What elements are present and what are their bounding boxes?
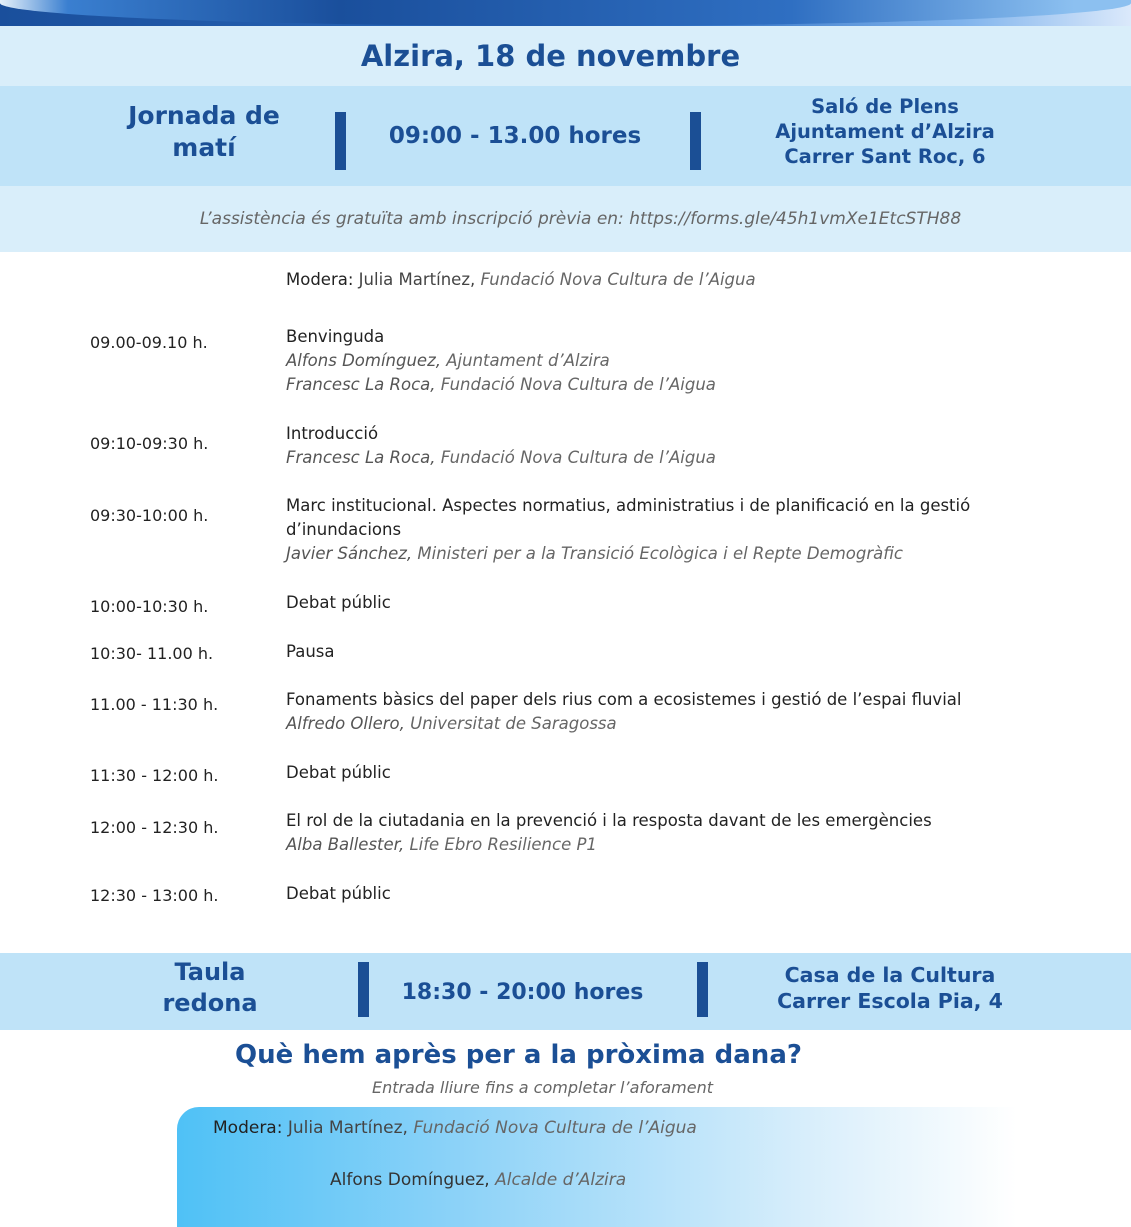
afternoon-time: 18:30 - 20:00 hores — [401, 980, 644, 1005]
registration-text: L’assistència és gratuïta amb inscripció prèvia en: https://forms.gle/45h1vmXe1EtcSTH88 — [199, 209, 962, 229]
agenda-title: Pausa — [286, 642, 335, 661]
agenda-time: 09.00-09.10 h. — [90, 333, 208, 352]
morning-info-band — [0, 86, 1131, 186]
agenda-title: Fonaments bàsics del paper dels rius com a ecosistemes i gestió de l’espai fluvial — [286, 690, 962, 709]
agenda-title: Debat públic — [286, 593, 391, 612]
speaker-org: Ajuntament d’Alzira — [446, 351, 610, 370]
roundtable-entry-note: Entrada lliure fins a completar l’aforament — [371, 1078, 714, 1097]
moderator-org: Fundació Nova Cultura de l’Aigua — [480, 270, 756, 289]
moderator-name: Julia Martínez, — [358, 270, 476, 289]
speaker-name: Francesc La Roca, — [286, 448, 436, 467]
agenda-time: 11:30 - 12:00 h. — [90, 766, 219, 785]
roundtable-header — [0, 1040, 1131, 1097]
roundtable-moderator-label: Modera — [213, 1118, 277, 1138]
agenda-time: 12:00 - 12:30 h. — [90, 818, 219, 837]
panelist-name: Alfons Domínguez, — [330, 1170, 490, 1190]
panelist-org: Alcalde d’Alzira — [495, 1170, 627, 1190]
top-wave-decoration — [0, 0, 1131, 26]
moderator-label: Modera — [286, 270, 348, 289]
agenda-title: Marc institucional. Aspectes normatius, administratius i de planificació en la gestió d’inundacions — [286, 496, 971, 539]
afternoon-info-band — [0, 953, 1131, 1030]
event-date: Alzira, 18 de novembre — [360, 39, 741, 73]
top-decorative-band — [0, 0, 1131, 26]
agenda-time: 10:30- 11.00 h. — [90, 644, 214, 663]
roundtable-title: Què hem après per a la pròxima dana? — [235, 1040, 802, 1070]
morning-session-label: Jornada de matí — [128, 101, 280, 162]
afternoon-session-label: Taula redona — [162, 958, 258, 1017]
speaker-org: Ministeri per a la Transició Ecològica i el Repte Demogràfic — [417, 544, 904, 563]
date-band — [0, 26, 1131, 86]
agenda-title: Benvinguda — [286, 327, 385, 346]
agenda-title: Debat públic — [286, 763, 391, 782]
agenda-time: 09:30-10:00 h. — [90, 506, 209, 525]
registration-band — [0, 186, 1131, 252]
divider-bar — [358, 962, 369, 1017]
roundtable-panel: Modera: Julia Martínez, Fundació Nova Cultura de l’Aigua Alfons Domínguez, Alcalde d’Alzira — [177, 1107, 1017, 1227]
roundtable-moderator-org: Fundació Nova Cultura de l’Aigua — [413, 1118, 697, 1138]
speaker-org: Fundació Nova Cultura de l’Aigua — [440, 375, 716, 394]
agenda-time: 12:30 - 13:00 h. — [90, 886, 219, 905]
roundtable-moderator-name: Julia Martínez, — [287, 1118, 408, 1138]
agenda-title: Introducció — [286, 424, 379, 443]
divider-bar — [690, 112, 701, 170]
morning-venue: Saló de Plens Ajuntament d’Alzira Carrer Sant Roc, 6 — [775, 95, 995, 168]
speaker-name: Alfredo Ollero, — [286, 714, 405, 733]
speaker-name: Alba Ballester, — [286, 835, 405, 854]
agenda-time: 10:00-10:30 h. — [90, 597, 209, 616]
speaker-org: Fundació Nova Cultura de l’Aigua — [440, 448, 716, 467]
speaker-org: Life Ebro Resilience P1 — [409, 835, 597, 854]
afternoon-venue: Casa de la Cultura Carrer Escola Pia, 4 — [777, 963, 1003, 1014]
agenda-time: 09:10-09:30 h. — [90, 434, 209, 453]
divider-bar — [335, 112, 346, 170]
divider-bar — [697, 962, 708, 1017]
agenda-time: 11.00 - 11:30 h. — [90, 695, 219, 714]
agenda-title: Debat públic — [286, 884, 391, 903]
agenda-title: El rol de la ciutadania en la prevenció i la resposta davant de les emergències — [286, 811, 932, 830]
speaker-name: Francesc La Roca, — [286, 375, 436, 394]
speaker-name: Javier Sánchez, — [286, 544, 413, 563]
speaker-org: Universitat de Saragossa — [410, 714, 617, 733]
speaker-name: Alfons Domínguez, — [286, 351, 441, 370]
morning-time: 09:00 - 13.00 hores — [388, 123, 642, 149]
